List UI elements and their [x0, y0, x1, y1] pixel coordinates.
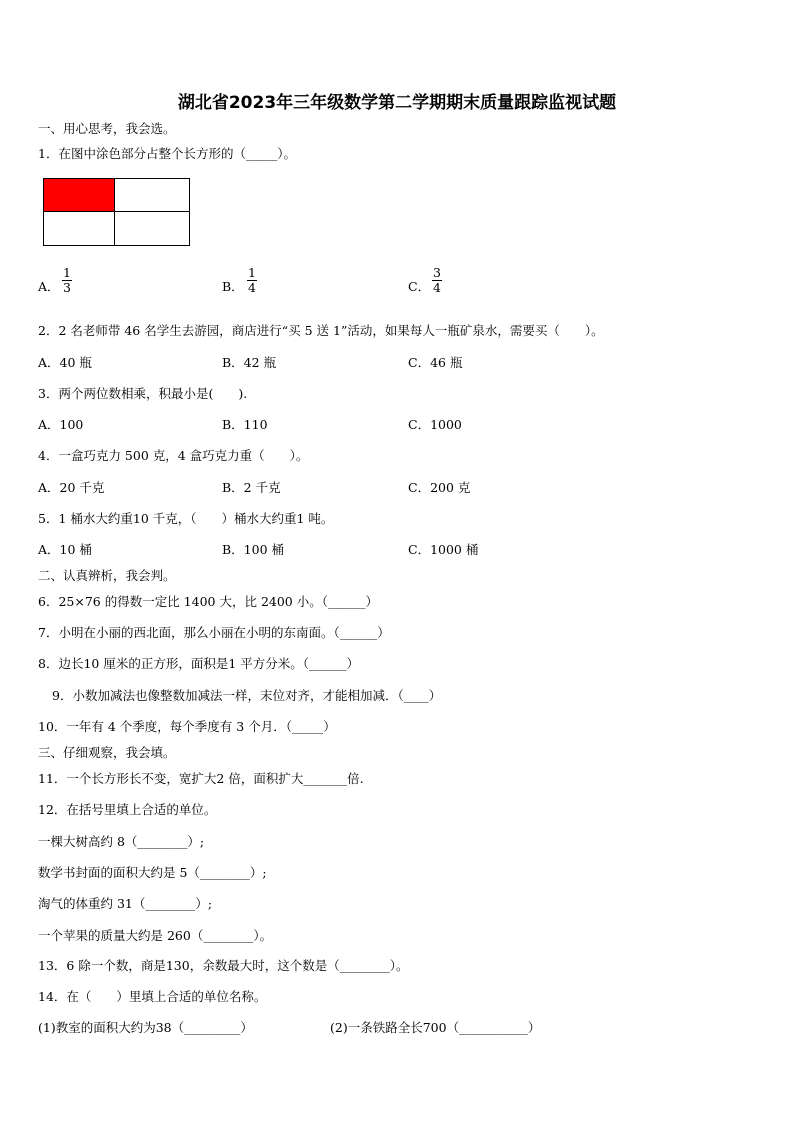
section-heading-choice: 一、用心思考，我会选。 — [38, 121, 176, 136]
question-10-text: 10．一年有 4 个季度，每个季度有 3 个月．（_____） — [38, 719, 336, 734]
fraction-numerator: 3 — [433, 265, 441, 280]
q3-option-a: A．100 — [38, 417, 84, 432]
section-heading-judge: 二、认真辨析，我会判。 — [38, 568, 176, 583]
rectangle-grid-figure — [43, 178, 190, 246]
q1-option-a-letter: A． — [38, 279, 60, 294]
q2-option-b: B．42 瓶 — [222, 355, 277, 370]
q2-option-c: C．46 瓶 — [408, 355, 463, 370]
q2-option-a: A．40 瓶 — [38, 355, 92, 370]
q12-item-4: 一个苹果的质量大约是 260（________）。 — [38, 928, 273, 943]
q1-option-a-fraction — [62, 266, 72, 295]
q5-option-a: A．10 桶 — [38, 542, 92, 557]
q4-option-b: B．2 千克 — [222, 480, 281, 495]
q1-option-b-fraction — [247, 266, 257, 295]
section-heading-fill: 三、仔细观察，我会填。 — [38, 745, 176, 760]
question-7-text: 7．小明在小丽的西北面，那么小丽在小明的东南面。（______） — [38, 625, 390, 640]
fraction-denominator: 4 — [433, 280, 441, 295]
grid-cell — [115, 212, 189, 245]
question-12-text: 12．在括号里填上合适的单位。 — [38, 802, 217, 817]
fraction-numerator: 1 — [63, 265, 71, 280]
fraction-denominator: 3 — [63, 280, 71, 295]
grid-cell — [115, 179, 189, 212]
q3-option-b: B．110 — [222, 417, 268, 432]
q12-item-3: 淘气的体重约 31（________）; — [38, 896, 213, 911]
fraction-denominator: 4 — [248, 280, 256, 295]
question-2-text: 2．2 名老师带 46 名学生去游园，商店进行“买 5 送 1”活动，如果每人一瓶矿泉水，需要买（ ）。 — [38, 323, 604, 338]
fraction-numerator: 1 — [248, 265, 256, 280]
grid-cell — [44, 212, 115, 245]
question-4-text: 4．一盒巧克力 500 克，4 盒巧克力重（ ）。 — [38, 448, 309, 463]
question-5-text: 5．1 桶水大约重10 千克，（ ）桶水大约重1 吨。 — [38, 511, 334, 526]
q1-option-b-letter: B． — [222, 279, 244, 294]
question-1-text: 1．在图中涂色部分占整个长方形的（_____）。 — [38, 146, 296, 161]
question-9-text: 9．小数加减法也像整数加减法一样，末位对齐，才能相加减．（____） — [52, 688, 442, 703]
question-6-text: 6．25×76 的得数一定比 1400 大，比 2400 小。（______） — [38, 594, 378, 609]
q12-item-1: 一棵大树高约 8（________）; — [38, 834, 205, 849]
q1-option-c-fraction — [432, 266, 442, 295]
q4-option-c: C．200 克 — [408, 480, 471, 495]
question-14-text: 14．在（ ）里填上合适的单位名称。 — [38, 989, 267, 1004]
q3-option-c: C．1000 — [408, 417, 462, 432]
q4-option-a: A．20 千克 — [38, 480, 105, 495]
q5-option-b: B．100 桶 — [222, 542, 285, 557]
q12-item-2: 数学书封面的面积大约是 5（________）; — [38, 865, 267, 880]
question-13-text: 13．6 除一个数，商是130，余数最大时，这个数是（________）。 — [38, 958, 409, 973]
question-3-text: 3．两个两位数相乘，积最小是( ). — [38, 386, 248, 401]
q14-part-1: (1)教室的面积大约为38（_________） — [38, 1020, 253, 1035]
q1-option-c-letter: C． — [408, 279, 431, 294]
q5-option-c: C．1000 桶 — [408, 542, 479, 557]
shaded-cell — [44, 179, 115, 212]
q14-part-2: (2)一条铁路全长700（___________） — [330, 1020, 541, 1035]
question-8-text: 8．边长10 厘米的正方形，面积是1 平方分米。（______） — [38, 656, 360, 671]
page-title: 湖北省2023年三年级数学第二学期期末质量跟踪监视试题 — [177, 93, 617, 113]
question-11-text: 11．一个长方形长不变，宽扩大2 倍，面积扩大_______倍. — [38, 771, 364, 786]
